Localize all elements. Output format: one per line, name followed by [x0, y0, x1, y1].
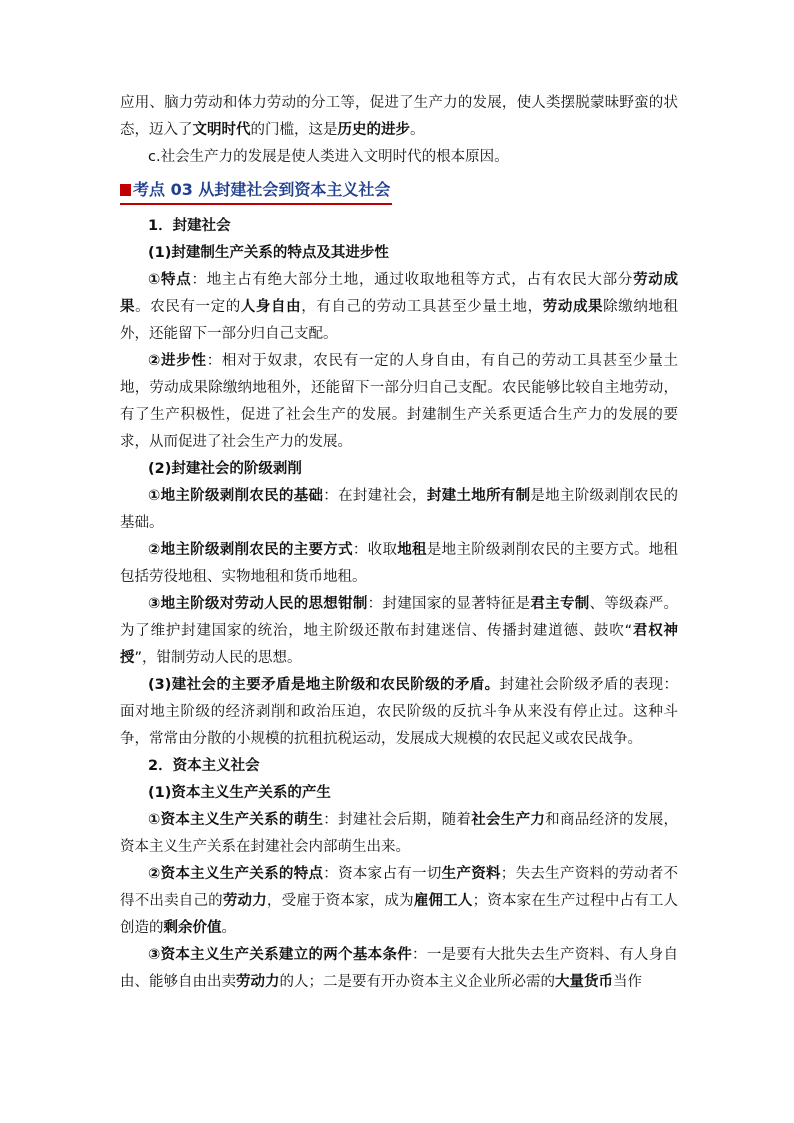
bold-term: 劳动成果 [120, 272, 679, 315]
item-label: ③地主阶级对劳动人民的思想钳制 [148, 596, 368, 612]
bold-term: 人身自由 [240, 299, 302, 315]
bold-term: 剩余价值 [163, 920, 222, 936]
item-label: ②进步性 [148, 353, 207, 369]
text: ，受雇于资本家，成为 [266, 893, 414, 909]
section-heading-text: 考点 03 从封建社会到资本主义社会 [133, 180, 391, 199]
section-heading [120, 177, 392, 205]
bold-term: 大量货币 [555, 974, 613, 990]
text: 的人；二是要有开办资本主义企业所必需的 [279, 974, 555, 990]
paragraph-root-cause: c.社会生产力的发展是使人类进入文明时代的根本原因。 [148, 149, 509, 165]
text: ，有自己的劳动工具甚至少量土地， [301, 299, 543, 315]
bold-term: 封建土地所有制 [426, 488, 531, 504]
bold-term: 劳动成果 [542, 299, 604, 315]
bold-term: 君权神授 [120, 623, 678, 666]
item-label: ①资本主义生产关系的萌生 [148, 812, 324, 828]
paragraph-main-conflict [120, 672, 678, 753]
bold-term: 生产资料 [441, 866, 501, 882]
text: 和商品经济的发展，资本主义生产关系在封建社会内部萌生出来。 [120, 812, 679, 855]
subsection-2-1: (1)资本主义生产关系的产生 [148, 785, 331, 801]
item-label: ①地主阶级剥削农民的基础 [148, 488, 324, 504]
text: 应用、脑力劳动和体力劳动的分工等，促进了生产力的发展，使人类摆脱蒙昧野蛮的状态，迈入了 [120, 95, 678, 138]
text: 的门槛，这是 [250, 122, 338, 138]
text: ：封建社会后期，随着 [323, 812, 472, 828]
bold-term: 社会生产力 [471, 812, 546, 828]
paragraph-capitalism-sprout [120, 807, 678, 861]
text: 是地主阶级剥削农民的基础。 [120, 488, 679, 531]
text: 除缴纳地租外，还能留下一部分归自己支配。 [120, 299, 679, 342]
bold-term: 雇佣工人 [413, 893, 473, 909]
item-label: ①特点 [148, 272, 192, 288]
text: ：相对于奴隶，农民有一定的人身自由，有自己的劳动工具甚至少量土地，劳动成果除缴纳地租外，还能留下一部分归自己支配。农民能够比较自主地劳动，有了生产积极性，促进了社会生产的发展。封建制生产关系更适合生产力的发展的要求，从而促进了社会生产力的发展。 [120, 353, 678, 450]
text: ：资本家占有一切 [323, 866, 442, 882]
text: ；失去生产资料的劳动者不得不出卖自己的 [120, 866, 679, 909]
subsection-1-1: (1)封建制生产关系的特点及其进步性 [148, 245, 389, 261]
text: 是地主阶级剥削农民的主要方式。地租包括劳役地租、实物地租和货币地租。 [120, 542, 679, 585]
paragraph-thought-control [120, 591, 678, 672]
text: 封建社会阶级矛盾的表现：面对地主阶级的经济剥削和政治压迫，农民阶级的反抗斗争从来没有停止过。这种斗争，常常由分散的小规模的抗租抗税运动，发展成大规模的农民起义或农民战争。 [120, 677, 679, 747]
paragraph-capitalism-conditions [120, 942, 678, 996]
text: ：收取 [352, 542, 398, 558]
paragraph-civilization [120, 90, 678, 144]
text: ：在封建社会， [323, 488, 427, 504]
red-square-icon [120, 184, 131, 196]
text: 。农民有一定的 [135, 299, 241, 315]
subsection-title-capitalism: 2．资本主义社会 [148, 758, 260, 774]
subsection-title-feudal: 1．封建社会 [148, 218, 231, 234]
item-label: ②资本主义生产关系的特点 [148, 866, 324, 882]
paragraph-exploitation-basis [120, 483, 678, 537]
bold-term: 劳动力 [222, 893, 267, 909]
bold-term: 历史的进步 [337, 122, 410, 138]
text: ”，钳制劳动人民的思想。 [134, 650, 302, 666]
paragraph-feudal-progress [120, 348, 678, 456]
item-label: (3)建社会的主要矛盾是地主阶级和农民阶级的矛盾。 [148, 677, 500, 693]
text: 当作 [613, 974, 642, 990]
bold-term: 君主专制 [530, 596, 590, 612]
subsection-1-2: (2)封建社会的阶级剥削 [148, 461, 302, 477]
bold-term: 劳动力 [236, 974, 280, 990]
text: ：地主占有绝大部分土地，通过收取地租等方式，占有农民大部分 [191, 272, 634, 288]
text: ：一是要有大批失去生产资料、有人身自由、能够自由出卖 [120, 947, 678, 990]
bold-term: 地租 [397, 542, 427, 558]
item-label: ②地主阶级剥削农民的主要方式 [148, 542, 353, 558]
document-page [120, 90, 678, 996]
text: ：封建国家的显著特征是 [367, 596, 531, 612]
item-label: ③资本主义生产关系建立的两个基本条件 [148, 947, 413, 963]
bold-term: 文明时代 [192, 122, 251, 138]
section-heading-wrap [120, 177, 678, 205]
text: 、等级森严。为了维护封建国家的统治，地主阶级还散布封建迷信、传播封建道德、鼓吹“ [120, 596, 679, 639]
paragraph-feudal-features [120, 267, 678, 348]
paragraph-exploitation-way [120, 537, 678, 591]
text: ；资本家在生产过程中占有工人创造的 [120, 893, 679, 936]
paragraph-capitalism-features [120, 861, 678, 942]
text: 。 [221, 920, 236, 936]
text: 。 [410, 122, 425, 138]
